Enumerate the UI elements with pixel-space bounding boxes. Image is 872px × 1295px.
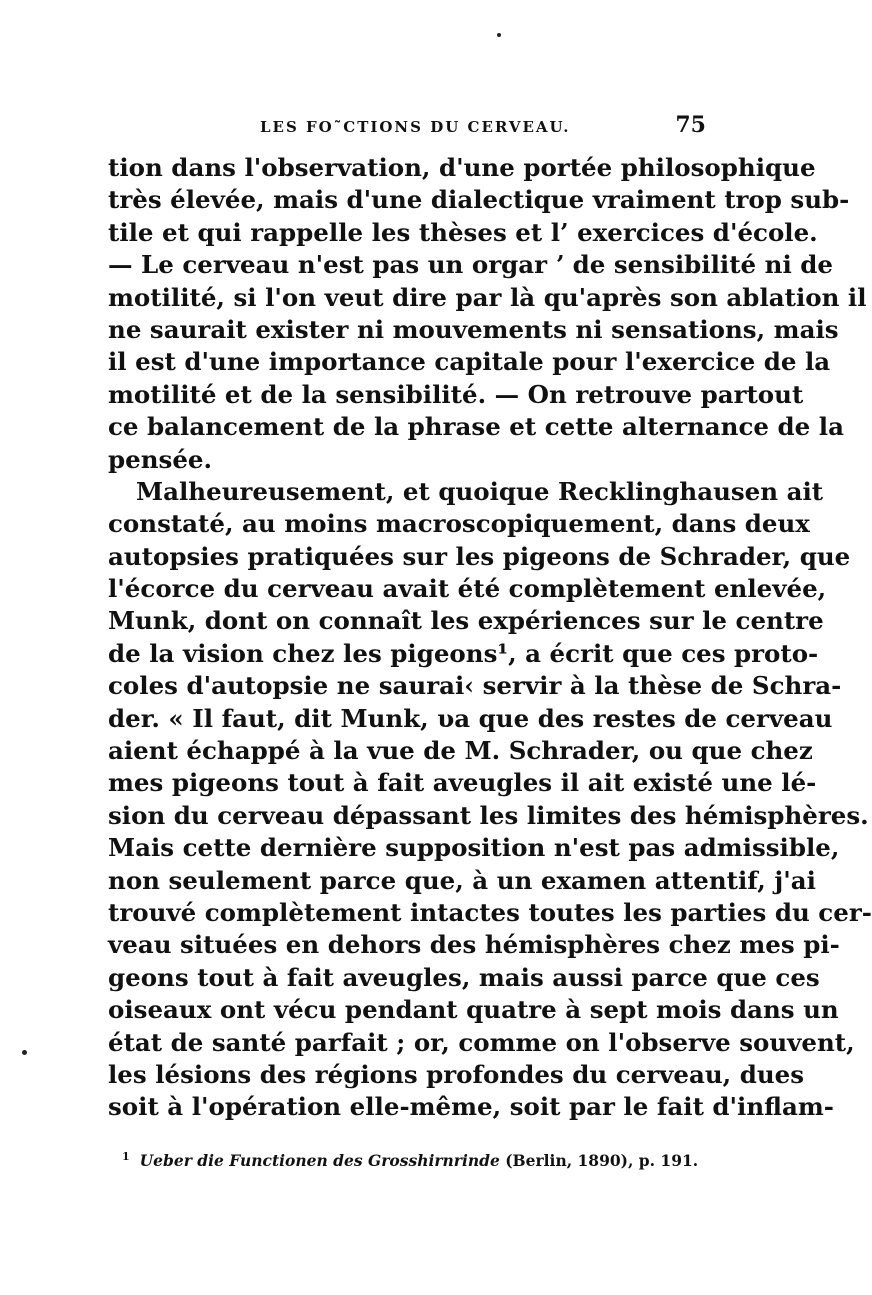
text-line: état de santé parfait ; or, comme on l'observe souvent,: [108, 1027, 855, 1057]
text-line: les lésions des régions profondes du cerveau, dues: [108, 1059, 805, 1089]
text-line: coles d'autopsie ne saurai‹ servir à la thèse de Schra-: [108, 671, 842, 701]
body-text: [108, 152, 872, 1124]
text-line: pensée.: [108, 444, 213, 474]
footnote: [122, 1150, 699, 1171]
page-number: 75: [675, 112, 706, 138]
print-speck: [497, 33, 501, 37]
text-line: Malheureusement, et quoique Recklinghausen ait: [136, 476, 824, 506]
text-line: sion du cerveau dépassant les limites des hémisphères.: [108, 800, 869, 830]
text-line: motilité, si l'on veut dire par là qu'après son ablation il: [108, 282, 867, 312]
text-line: ce balancement de la phrase et cette alternance de la: [108, 412, 844, 442]
text-line: Munk, dont on connaît les expériences sur le centre: [108, 606, 824, 636]
text-line: non seulement parce que, à un examen attentif, j'ai: [108, 865, 816, 895]
text-line: Mais cette dernière supposition n'est pas admissible,: [108, 833, 840, 863]
text-line: trouvé complètement intactes toutes les parties du cer-: [108, 897, 872, 927]
text-line: geons tout à fait aveugles, mais aussi parce que ces: [108, 962, 820, 992]
footnote-citation: (Berlin, 1890), p. 191.: [499, 1151, 699, 1171]
footnote-mark: 1: [122, 1150, 130, 1163]
print-speck: [22, 1050, 27, 1055]
text-line: il est d'une importance capitale pour l'exercice de la: [108, 347, 831, 377]
text-line: aient échappé à la vue de M. Schrader, ou que chez: [108, 736, 813, 766]
text-line: tile et qui rappelle les thèses et l’ exercices d'école.: [108, 217, 818, 247]
running-title: LES FO˜CTIONS DU CERVEAU.: [260, 118, 571, 136]
text-line: très élevée, mais d'une dialectique vraiment trop sub-: [108, 185, 850, 215]
text-line: mes pigeons tout à fait aveugles il ait existé une lé-: [108, 768, 817, 798]
running-head: [108, 112, 706, 142]
text-line: ne saurait exister ni mouvements ni sensations, mais: [108, 314, 839, 344]
text-line: l'écorce du cerveau avait été complètement enlevée,: [108, 574, 827, 604]
text-line: constaté, au moins macroscopiquement, dans deux: [108, 509, 810, 539]
text-line: motilité et de la sensibilité. — On retrouve partout: [108, 379, 804, 409]
text-line: der. « Il faut, dit Munk, υа que des restes de cerveau: [108, 703, 833, 733]
text-line: soit à l'opération elle-même, soit par le fait d'inflam-: [108, 1092, 834, 1122]
text-line: oiseaux ont vécu pendant quatre à sept mois dans un: [108, 995, 839, 1025]
text-line: — Le cerveau n'est pas un orgar ʼ de sensibilité ni de: [108, 250, 833, 280]
footnote-title: Ueber die Functionen des Grosshirnrinde: [139, 1151, 500, 1171]
text-line: de la vision chez les pigeons¹, a écrit que ces proto-: [108, 638, 819, 668]
text-line: autopsies pratiquées sur les pigeons de Schrader, que: [108, 541, 851, 571]
text-line: tion dans l'observation, d'une portée philosophique: [108, 153, 816, 182]
text-line: veau situées en dehors des hémisphères chez mes pi-: [108, 930, 840, 960]
